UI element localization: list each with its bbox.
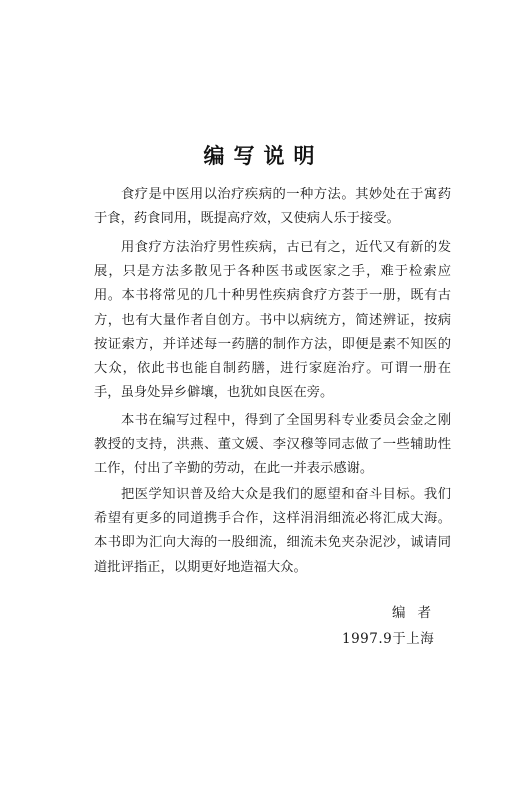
paragraph-method: 用食疗方法治疗男性疾病，古已有之，近代又有新的发展，只是方法多散见于各种医书或医家之手，难于检索应用。本书将常见的几十种男性疾病食疗方荟于一册，既有古方，也有大量作者自创方。书中以病统方，简述辨证，按病按证索方，并详述每一药膳的制作方法，即便是素不知医的大众，依此书也能自制药膳，进行家庭治疗。可谓一册在手，虽身处异乡僻壤，也犹如良医在旁。 <box>94 240 451 401</box>
signature-date: 1997.9于上海 <box>342 631 435 647</box>
paragraph-aspiration: 把医学知识普及给大众是我们的愿望和奋斗目标。我们希望有更多的同道携手合作，这样涓涓细流必将汇成大海。本书即为汇向大海的一股细流，细流未免夹杂泥沙，诚请同道批评指正，以期更好地造福大众。 <box>94 487 451 575</box>
paragraph-intro: 食疗是中医用以治疗疾病的一种方法。其妙处在于寓药于食，药食同用，既提高疗效，又使病人乐于接受。 <box>94 187 451 227</box>
paragraph-acknowledgement: 本书在编写过程中，得到了全国男科专业委员会金之刚教授的支持，洪燕、董文媛、李汉穆等同志做了一些辅助性工作，付出了辛勤的劳动，在此一并表示感谢。 <box>94 413 451 477</box>
signature-author: 编者 <box>392 605 443 621</box>
page-title: 编写说明 <box>203 143 324 168</box>
